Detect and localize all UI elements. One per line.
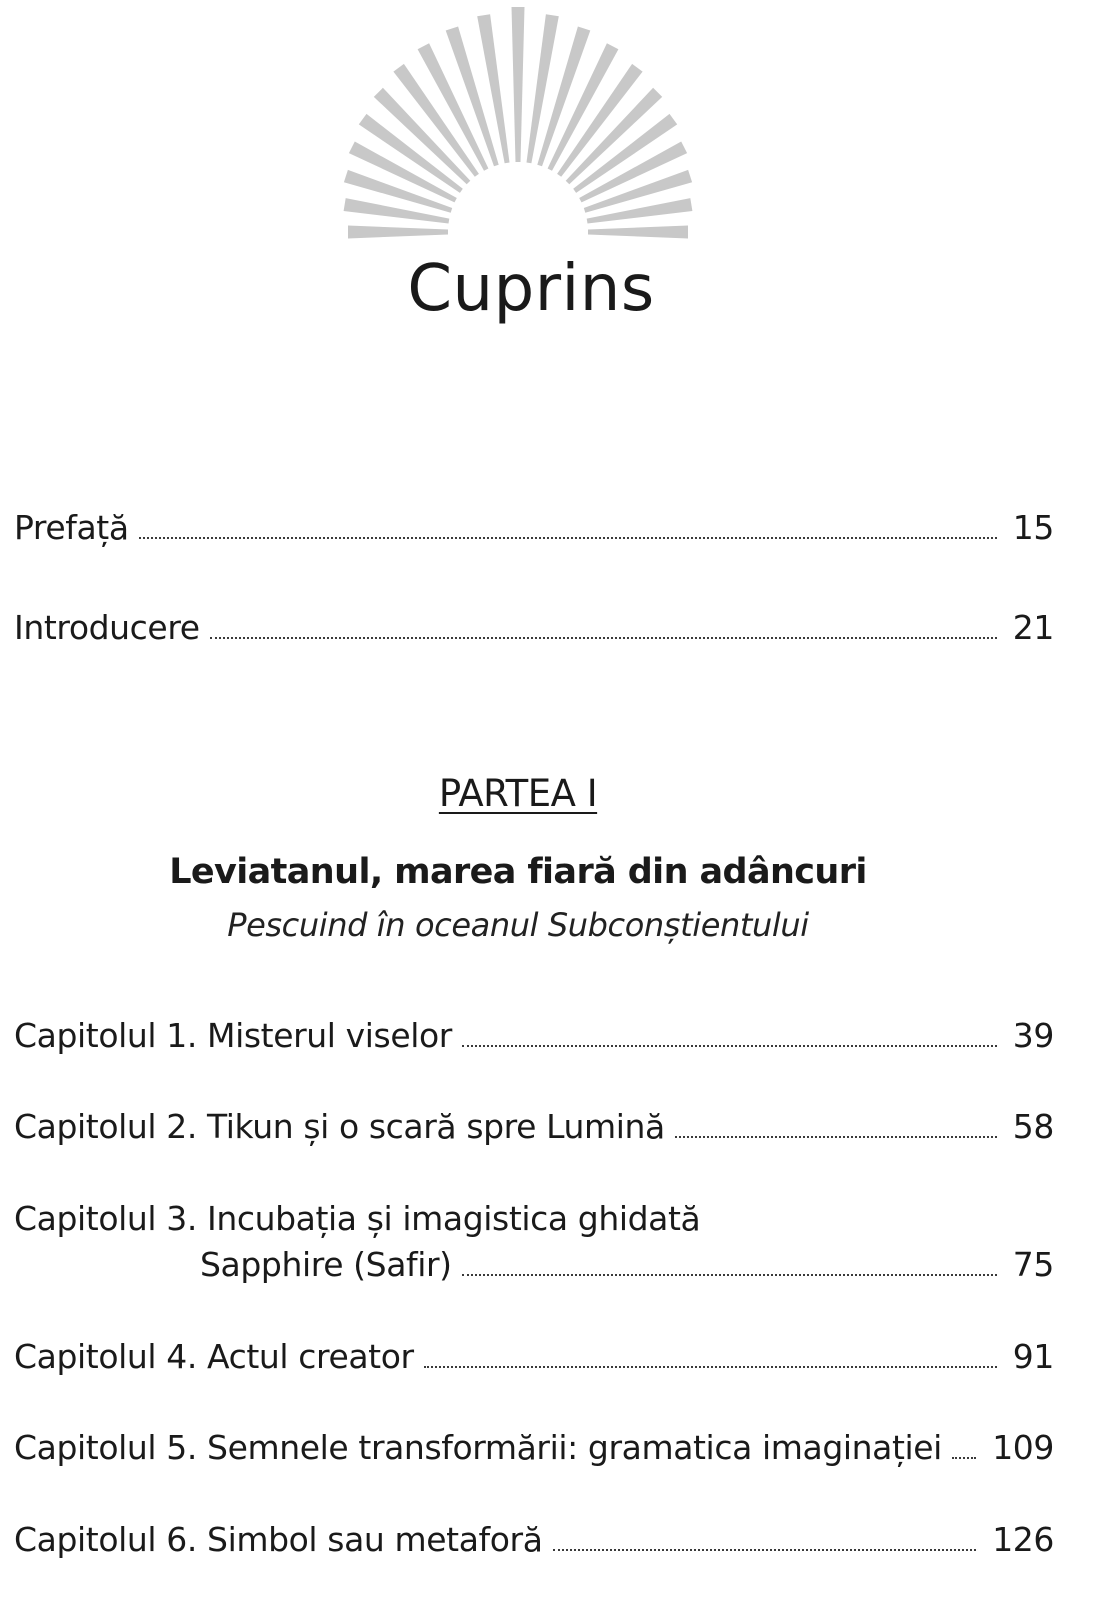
toc-entry-label: Capitolul 6. Simbol sau metaforă [14,1520,543,1559]
toc-entry-label: Capitolul 2. Tikun și o scară spre Lumină [14,1107,665,1146]
page-title: Cuprins [407,252,655,326]
sunburst-ray [527,14,559,163]
part-title: Leviatanul, marea fiară din adâncuri [169,852,867,892]
dot-leader [553,1549,977,1551]
toc-entry-chapter-3[interactable] [200,1245,1054,1285]
toc-page-number: 58 [1012,1107,1054,1146]
toc-entry-preface[interactable] [14,508,1054,548]
dot-leader [139,537,997,539]
toc-page-number: 39 [1012,1016,1054,1055]
dot-leader [210,637,997,639]
toc-page-number: 75 [1012,1245,1054,1284]
toc-entry-chapter-1[interactable] [14,1016,1054,1056]
toc-page-number: 91 [1012,1337,1054,1376]
part-heading [0,772,1036,815]
dot-leader [462,1045,997,1047]
sunburst-ray [588,226,688,239]
toc-entry-label: Capitolul 5. Semnele transformării: gramatica imaginației [14,1428,942,1467]
toc-entry-label: Capitolul 1. Misterul viselor [14,1016,452,1055]
toc-entry-label: Introducere [14,608,200,647]
part-subtitle: Pescuind în oceanul Subconștientului [227,906,809,944]
toc-entry-chapter-3-label[interactable]: Capitolul 3. Incubația și imagistica ghidată [14,1199,701,1238]
toc-entry-chapter-5[interactable] [14,1428,1054,1468]
toc-page-number: 15 [1012,508,1054,547]
toc-page-number: 126 [992,1520,1054,1559]
part-heading-text: PARTEA I [438,772,598,815]
dot-leader [952,1457,976,1459]
toc-page-number: 21 [1012,608,1054,647]
toc-entry-chapter-2[interactable] [14,1107,1054,1147]
sunburst-ray [477,14,509,163]
sunburst-ray [348,226,448,239]
toc-entry-label: Prefață [14,508,129,547]
dot-leader [675,1136,997,1138]
toc-entry-label: Capitolul 4. Actul creator [14,1337,414,1376]
toc-entry-chapter-4[interactable] [14,1337,1054,1377]
dot-leader [462,1274,997,1276]
toc-entry-introduction[interactable] [14,608,1054,648]
toc-entry-chapter-6[interactable] [14,1520,1054,1560]
dot-leader [424,1366,997,1368]
toc-entry-label-continued: Sapphire (Safir) [200,1245,452,1284]
toc-page-number: 109 [992,1428,1054,1467]
sunburst-icon [290,0,750,240]
sunburst-ray [512,7,525,162]
